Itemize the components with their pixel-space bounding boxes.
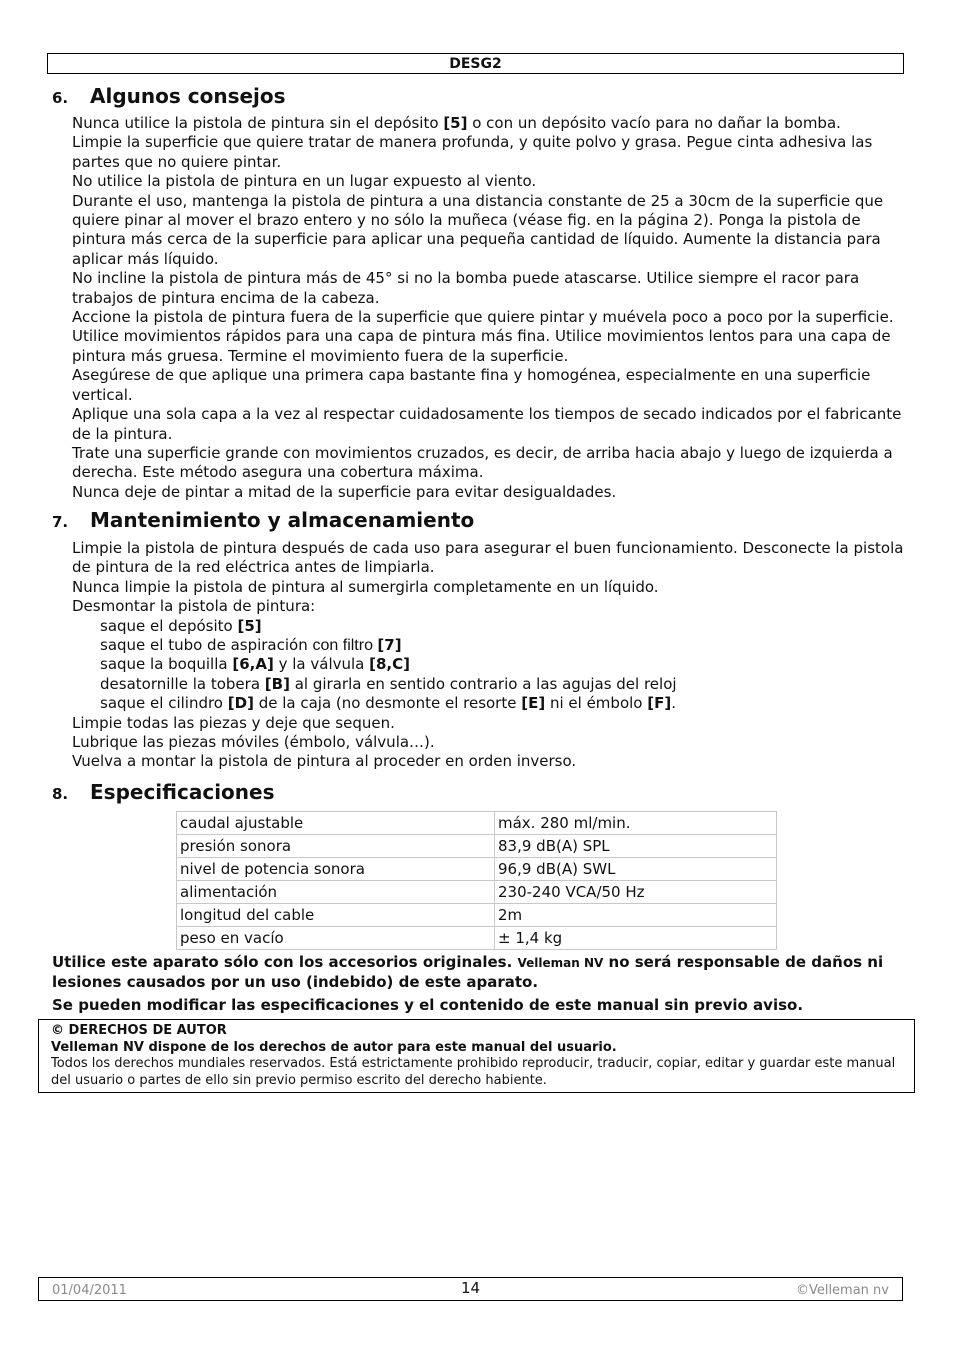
paragraph: Limpie la superficie que quiere tratar de manera profunda, y quite polvo y grasa. Pegue cinta adhesiva las partes que no quiere pintar. xyxy=(72,133,873,171)
text: con filtro xyxy=(312,637,378,655)
text: no será responsable de daños ni lesiones causados por un uso (indebido) de este aparato. xyxy=(52,953,884,991)
paragraph: Nunca limpie la pistola de pintura al sumergirla completamente en un líquido. xyxy=(72,577,659,596)
paragraph xyxy=(72,114,907,133)
section-8-heading xyxy=(52,780,275,804)
table-row xyxy=(177,858,777,881)
section-6-body xyxy=(72,114,907,502)
spec-value: 2m xyxy=(495,904,777,927)
paragraph: Durante el uso, mantenga la pistola de pintura a una distancia constante de 25 a 30cm de la superficie que quiere pinar al mover el brazo entero y no sólo la muñeca (véase fig. en la página 2). Ponga la pistola de pintura más cerca de la superficie para aplicar una pequeña cantidad de líquido. Aumente la distancia para aplicar más líquido. xyxy=(72,191,884,268)
table-row xyxy=(177,835,777,858)
section-number: 8. xyxy=(52,785,69,803)
ref-label: [B] xyxy=(264,674,290,693)
text: saque el tubo de aspiración xyxy=(100,636,313,655)
spec-key: peso en vacío xyxy=(177,927,495,950)
ref-label: [7] xyxy=(377,636,402,655)
section-6-heading xyxy=(52,84,286,108)
list-item xyxy=(72,655,907,674)
spec-value: 83,9 dB(A) SPL xyxy=(495,835,777,858)
paragraph: Accione la pistola de pintura fuera de la superficie que quiere pintar y muévela poco a poco por la superficie. Utilice movimientos rápidos para una capa de pintura más fina. Utilice movimientos lentos para una capa de pintura más gruesa. Termine el movimiento fuera de la superficie. xyxy=(72,308,894,365)
copyright-title: © DERECHOS DE AUTOR xyxy=(51,1023,227,1038)
section-7-body xyxy=(72,539,907,772)
copyright-line: Velleman NV dispone de los derechos de autor para este manual del usuario. xyxy=(51,1039,617,1055)
page-number: 14 xyxy=(460,1279,481,1297)
spec-key: presión sonora xyxy=(177,835,495,858)
paragraph: Aplique una sola capa a la vez al respectar cuidadosamente los tiempos de secado indicados por el fabricante de la pintura. xyxy=(72,405,902,443)
paragraph: Asegúrese de que aplique una primera capa bastante fina y homogénea, especialmente en una superficie vertical. xyxy=(72,366,871,404)
text: saque el cilindro xyxy=(100,694,228,713)
list-item xyxy=(72,694,907,713)
section-title: Mantenimiento y almacenamiento xyxy=(90,508,475,532)
spec-key: caudal ajustable xyxy=(177,812,495,835)
section-title: Algunos consejos xyxy=(90,84,286,108)
section-number: 6. xyxy=(52,89,69,107)
ref-label: [E] xyxy=(521,694,546,713)
paragraph: Vuelva a montar la pistola de pintura al proceder en orden inverso. xyxy=(72,752,577,771)
paragraph: Nunca deje de pintar a mitad de la superficie para evitar desigualdades. xyxy=(72,482,617,501)
accessories-notice xyxy=(52,953,912,992)
spec-value: 230-240 VCA/50 Hz xyxy=(495,881,777,904)
text: desatornille la tobera xyxy=(100,674,265,693)
copyright-text: Todos los derechos mundiales reservados. Está estrictamente prohibido reproducir, traducir, copiar, editar y guardar este manual del usuario o partes de ello sin previo permiso escrito del derecho habiente. xyxy=(51,1056,896,1088)
paragraph: Lubrique las piezas móviles (émbolo, válvula…). xyxy=(72,733,435,752)
spec-key: longitud del cable xyxy=(177,904,495,927)
section-7-heading xyxy=(52,508,474,532)
spec-value: 96,9 dB(A) SWL xyxy=(495,858,777,881)
document-header xyxy=(47,53,904,74)
paragraph: Trate una superficie grande con movimientos cruzados, es decir, de arriba hacia abajo y luego de izquierda a derecha. Este método asegura una cobertura máxima. xyxy=(72,443,893,482)
ref-label: [F] xyxy=(647,694,672,713)
paragraph: Limpie todas las piezas y deje que sequen. xyxy=(72,713,395,732)
ref-label: [6,A] xyxy=(232,655,274,674)
document-code: DESG2 xyxy=(449,56,502,72)
text: Nunca utilice la pistola de pintura sin el depósito xyxy=(72,114,444,132)
table-row xyxy=(177,812,777,835)
list-item xyxy=(72,675,907,694)
specifications-table xyxy=(176,811,777,950)
text: ni el émbolo xyxy=(545,694,648,713)
table-row xyxy=(177,904,777,927)
text: saque la boquilla xyxy=(100,655,233,674)
modification-notice: Se pueden modificar las especificaciones y el contenido de este manual sin previo aviso. xyxy=(52,996,804,1014)
footer-date: 01/04/2011 xyxy=(52,1283,127,1298)
text: . xyxy=(671,694,676,713)
table-row xyxy=(177,927,777,950)
text: saque el depósito xyxy=(100,616,238,635)
page-footer xyxy=(38,1277,903,1301)
paragraph: Limpie la pistola de pintura después de cada uso para asegurar el buen funcionamiento. Desconecte la pistola de pintura de la red eléctrica antes de limpiarla. xyxy=(72,539,904,577)
text: o con un depósito vacío para no dañar la bomba. xyxy=(467,114,841,132)
ref-label: [D] xyxy=(227,694,254,713)
ref-label: [5] xyxy=(237,616,262,635)
spec-key: alimentación xyxy=(177,881,495,904)
spec-key: nivel de potencia sonora xyxy=(177,858,495,881)
company-name: Velleman NV xyxy=(517,956,604,970)
footer-brand: ©Velleman nv xyxy=(795,1283,889,1298)
spec-value: máx. 280 ml/min. xyxy=(495,812,777,835)
text: y la válvula xyxy=(273,655,370,674)
list-item xyxy=(72,636,907,655)
text: al girarla en sentido contrario a las agujas del reloj xyxy=(289,674,677,693)
list-item xyxy=(72,617,907,636)
text: Utilice este aparato sólo con los accesorios originales. xyxy=(52,953,518,971)
spec-value: ± 1,4 kg xyxy=(495,927,777,950)
paragraph: No incline la pistola de pintura más de 45° si no la bomba puede atascarse. Utilice siempre el racor para trabajos de pintura encima de la cabeza. xyxy=(72,269,860,307)
paragraph: No utilice la pistola de pintura en un lugar expuesto al viento. xyxy=(72,172,537,191)
text: de la caja (no desmonte el resorte xyxy=(253,694,522,713)
ref-label: [5] xyxy=(443,114,468,132)
paragraph: Desmontar la pistola de pintura: xyxy=(72,597,316,616)
section-number: 7. xyxy=(52,513,69,531)
section-title: Especificaciones xyxy=(90,780,275,804)
table-row xyxy=(177,881,777,904)
copyright-box xyxy=(38,1019,915,1093)
ref-label: [8,C] xyxy=(369,655,410,674)
